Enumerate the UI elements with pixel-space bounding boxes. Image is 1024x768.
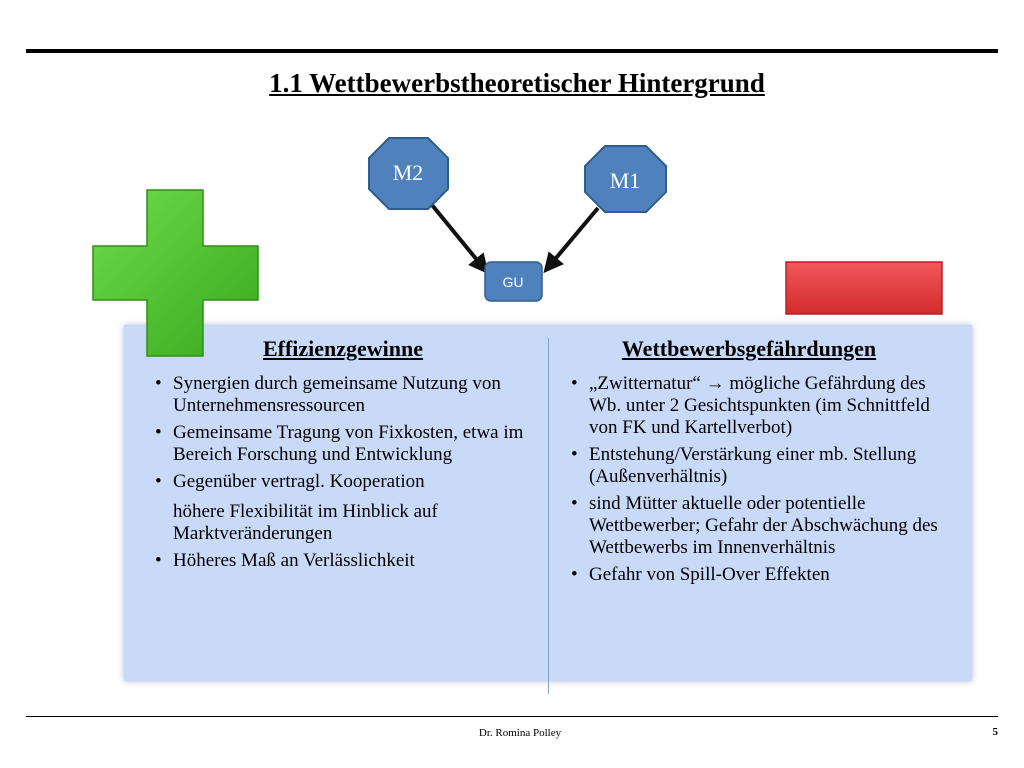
slide-title: 1.1 Wettbewerbstheoretischer Hintergrund: [269, 68, 765, 98]
node-m2: [369, 138, 448, 209]
plus-icon: [93, 190, 258, 356]
efficiency-list: [143, 373, 538, 572]
efficiency-item: • Gegenüber vertragl. Kooperation: [143, 471, 538, 493]
column-efficiency: [143, 338, 538, 577]
node-m1: [585, 146, 666, 212]
risk-item: • „Zwitternatur“ → mögliche Gefährdung des Wb. unter 2 Gesichtspunkten (im Schnittfeld von FK und Kartellverbot): [559, 373, 954, 439]
efficiency-item: • Höheres Maß an Verlässlichkeit: [143, 550, 538, 572]
risk-item: • sind Mütter aktuelle oder potentielle Wettbewerber; Gefahr der Abschwächung des Wettbewerbs im Innenverhältnis: [559, 493, 954, 559]
node-m2-label: M2: [392, 160, 424, 185]
efficiency-heading: Effizienzgewinne: [262, 336, 424, 361]
footer-author: Dr. Romina Polley: [478, 727, 562, 739]
node-m1-label: M1: [609, 168, 641, 193]
edge-m1-gu: [546, 208, 598, 270]
risk-item: • Gefahr von Spill-Over Effekten: [559, 564, 954, 586]
risk-item: • Entstehung/Verstärkung einer mb. Stellung (Außenverhältnis): [559, 444, 954, 488]
efficiency-item: • Synergien durch gemeinsame Nutzung von Unternehmensressourcen: [143, 373, 538, 417]
risks-heading: Wettbewerbsgefährdungen: [621, 336, 877, 361]
efficiency-item: • Gemeinsame Tragung von Fixkosten, etwa im Bereich Forschung und Entwicklung: [143, 422, 538, 466]
minus-icon: [786, 262, 942, 314]
page-number: 5: [992, 726, 998, 738]
edge-m2-gu: [432, 205, 486, 271]
bottom-rule: [26, 716, 998, 717]
node-gu-label: GU: [502, 274, 524, 290]
risks-list: [559, 373, 954, 586]
node-gu: [485, 262, 542, 301]
column-risks: [559, 338, 954, 591]
efficiency-item-continuation: höhere Flexibilität im Hinblick auf Marktveränderungen: [173, 501, 438, 544]
